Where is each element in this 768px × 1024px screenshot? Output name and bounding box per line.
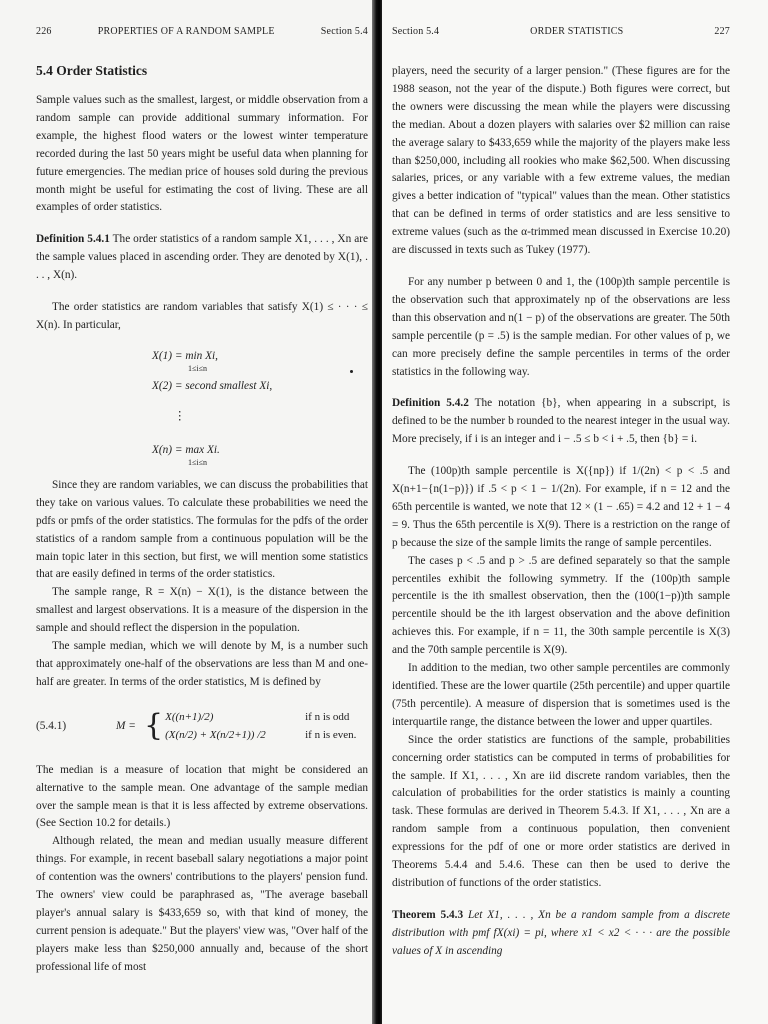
symmetry-paragraph: The cases p < .5 and p > .5 are defined separately so that the sample percentiles exhibit the following symmetry. If the (100p)th sample percentile is the ith smallest observation, then the (100(1−p))th sample percentile should be the ith largest observation and the above definition achieves this. For example, if n = 11, the 30th sample percentile is X(3) and the 70th sample percentile is X(9).	[392, 554, 730, 657]
definition-label: Definition 5.4.1	[36, 233, 110, 246]
equation-brace: {	[144, 707, 164, 743]
quartiles-paragraph: In addition to the median, two other sample percentiles are commonly identified. These are the lower quartile (25th percentile) and upper quartile (75th percentile). A measure of dispersion that is sometimes used is the interquartile range, the distance between the lower and upper quartiles.	[392, 662, 730, 728]
equation-number: (5.4.1)	[36, 719, 67, 732]
left-page	[0, 0, 374, 1024]
functions-paragraph: Since the order statistics are functions of the sample, probabilities concerning order statistics can be computed in terms of probabilities for the sample. If X1, . . . , Xn are iid discrete random variables, then the calculation of probabilities for the order statistics is mainly a counting task. These formulas are derived in Theorem 5.4.3. If X1, . . . , Xn are a random sample from a continuous population, then convenient expressions for the pdf of one or more order statistics are derived in Theorems 5.4.4 and 5.4.6. These can then be used to derive the distribution of functions of the order statistics.	[392, 733, 730, 889]
section-heading: 5.4 Order Statistics	[36, 63, 148, 78]
page-number-left: 226	[36, 26, 52, 37]
players-paragraph: players, need the security of a larger pension." (These figures are for the 1988 season, not the year of the dispute.) Both figures were correct, but the owners were discussing the mean while the players were discussing the median. About a dozen players with salaries over $2 million can raise the average salary to $433,659 while the majority of the players make less than $250,000, including all rookies who make $62,500. When discussing salaries, prices, or any variable with a few extreme values, the median gives a better indication of "typical" values than the mean. Other statistics that can be defined in terms of order statistics and are less sensitive to extreme values (such as the α-trimmed mean discussed in Exercise 10.20) are discussed in texts such as Tukey (1977).	[392, 65, 730, 257]
case-even-cond: if n is even.	[305, 728, 357, 741]
running-section-left: Section 5.4	[320, 26, 368, 37]
intro-paragraph: Sample values such as the smallest, largest, or middle observation from a random sample can provide additional summary information. For example, the highest flood waters or the lowest winter temperature recorded during the last 50 years might be useful data when planning for future emergencies. The median price of houses sold during the previous month might be useful for estimating the cost of living. These are all examples of order statistics.	[36, 94, 368, 214]
theorem-text: Let X1, . . . , Xn be a random sample from a discrete distribution with pmf fX(xi) = pi, where x1 < x2 < · · · are the possible values of X in ascending	[392, 908, 730, 957]
sample-median-paragraph: The sample median, which we will denote by M, is a number such that approximately one-half of the observations are less than M and one-half are greater. In terms of the order statistics, M is defined by	[36, 640, 368, 688]
definition-5-4-1	[36, 231, 368, 285]
running-title-left: PROPERTIES OF A RANDOM SAMPLE	[97, 26, 275, 37]
running-head-right	[392, 26, 730, 37]
percentile-paragraph: For any number p between 0 and 1, the (100p)th sample percentile is the observation such that approximately np of the observations are less than this observation and n(1 − p) of the observations are greater. The 50th sample percentile (p = .5) is the sample median. For other values of p, we can more precisely define the sample percentiles in terms of the order statistics in the following way.	[392, 275, 730, 378]
display-min-sub: 1≤i≤n	[188, 363, 208, 373]
case-even-expr: (X(n/2) + X(n/2+1)) /2	[165, 728, 266, 741]
equation-cases	[165, 708, 356, 744]
running-title-right: ORDER STATISTICS	[530, 26, 624, 37]
page-number-right: 227	[714, 26, 730, 37]
display-min	[152, 347, 368, 377]
definition-5-4-2	[392, 395, 730, 449]
order-stats-display	[152, 347, 368, 471]
case-odd-cond: if n is odd	[305, 710, 350, 723]
right-page	[382, 0, 768, 1024]
definition-2-text: The notation {b}, when appearing in a subscript, is defined to be the number b rounded to the nearest integer in the usual way. More precisely, if i is an integer and i − .5 ≤ b < i + .5, then {b} = i.	[392, 397, 731, 446]
display-min-text: X(1) = min Xi,	[152, 349, 218, 362]
running-head-left	[36, 26, 368, 37]
stray-mark	[350, 370, 353, 373]
case-odd-expr: X((n+1)/2)	[165, 710, 214, 723]
theorem-label: Theorem 5.4.3	[392, 908, 464, 921]
running-section-right: Section 5.4	[392, 26, 440, 37]
sample-range-paragraph: The sample range, R = X(n) − X(1), is the distance between the smallest and largest observations. It is a measure of the dispersion in the sample and should reflect the dispersion in the population.	[36, 586, 368, 635]
baseball-paragraph: Although related, the mean and median usually measure different things. For example, in recent baseball salary negotiations a major point of contention was the owners' contributions to the players' pension fund. The owners' view could be paraphrased as, "The average baseball player's annual salary is $433,659 so, with that kind of money, the current pension is adequate." But the players' view was, "Over half of the players make less than $250,000 annually and, because of the short professional life of most	[36, 835, 368, 973]
definition-text: The order statistics of a random sample X1, . . . , Xn are the sample values placed in ascending order. They are denoted by X(1), . . . , X(n).	[36, 233, 368, 282]
display-max-text: X(n) = max Xi.	[152, 443, 220, 456]
equation-case-odd	[165, 708, 356, 726]
equation-5-4-1	[36, 708, 368, 744]
percentile-formula-paragraph: The (100p)th sample percentile is X({np}) if 1/(2n) < p < .5 and X(n+1−{n(1−p)}) if .5 < p < 1 − 1/(2n). For example, if n = 12 and the 65th percentile is wanted, we note that 12 × (1 − .65) = 4.2 and 12 + 1 − 4 = 9. Thus the 65th percentile is X(9). There is a restriction on the range of p because the size of the sample limits the range of sample percentiles.	[392, 465, 730, 549]
equation-case-even	[165, 726, 356, 744]
display-max-sub: 1≤i≤n	[188, 457, 208, 467]
order-stats-rv-paragraph: The order statistics are random variables that satisfy X(1) ≤ · · · ≤ X(n). In particular,	[36, 301, 368, 331]
display-max	[152, 441, 368, 471]
pdfs-paragraph: Since they are random variables, we can discuss the probabilities that they take on various values. To calculate these probabilities we need the pdfs or pmfs of the order statistics. The formulas for the pdfs of the order statistics of a random sample from a continuous population will be the main topic later in this section, but first, we will mention some statistics that are easily defined in terms of the order statistics.	[36, 478, 368, 581]
equation-lhs: M =	[116, 719, 136, 732]
display-second: X(2) = second smallest Xi,	[152, 379, 273, 392]
display-dots: ⋮	[174, 409, 186, 422]
definition-2-label: Definition 5.4.2	[392, 397, 469, 410]
median-location-paragraph: The median is a measure of location that might be considered an alternative to the sample mean. One advantage of the sample median over the sample mean is that it is less affected by extreme observations. (See Section 10.2 for details.)	[36, 763, 368, 830]
theorem-5-4-3	[392, 907, 730, 961]
